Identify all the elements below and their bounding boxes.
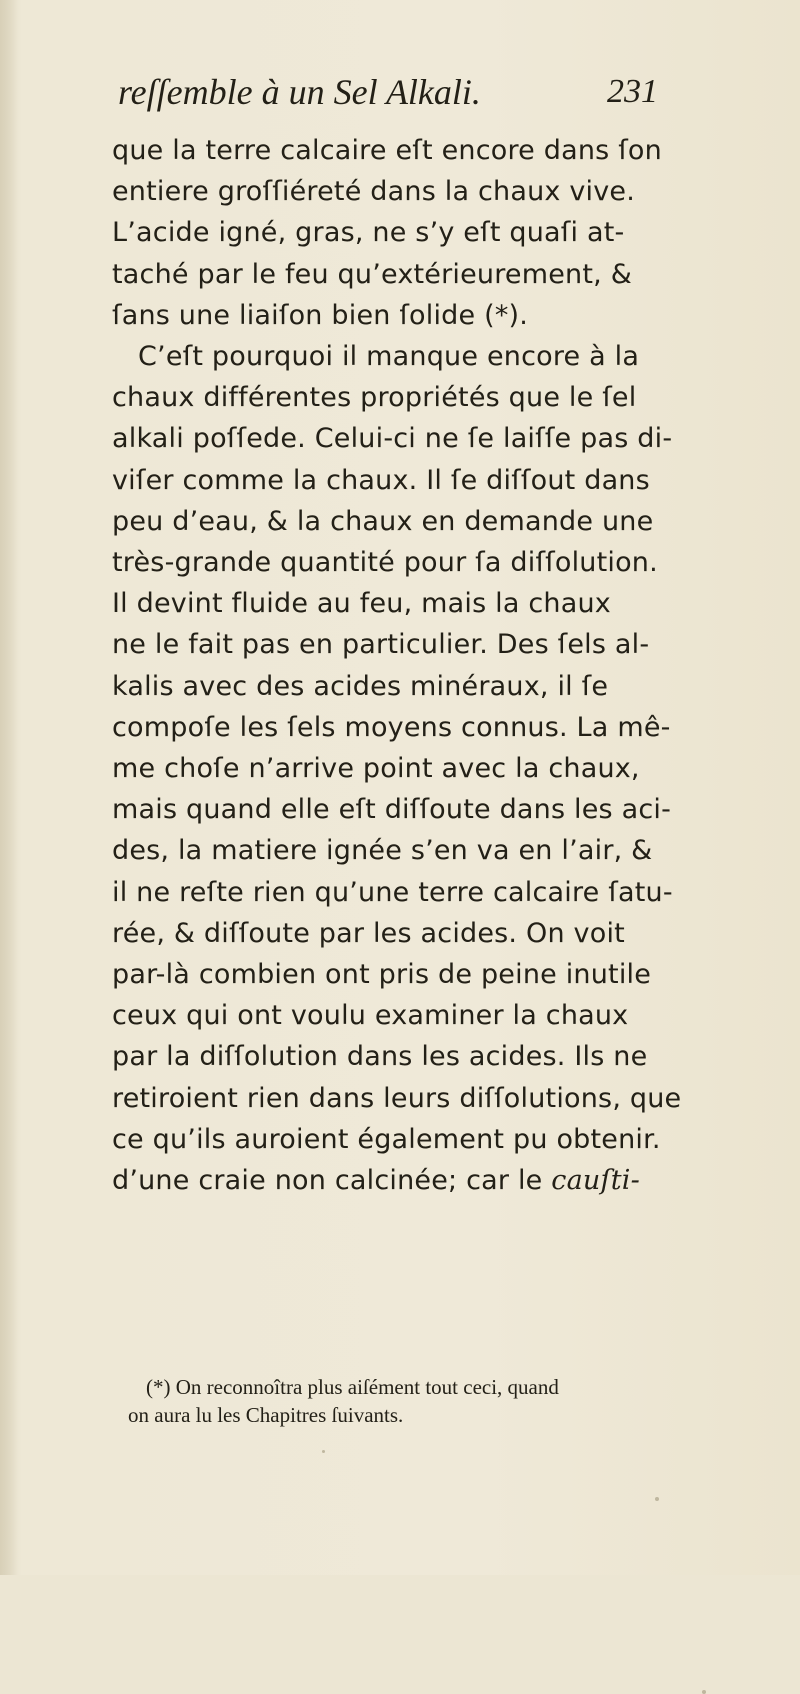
page-header xyxy=(118,70,658,114)
text-line: ſans une liaiſon bien ſolide (*). xyxy=(112,299,529,331)
text-line: viſer comme la chaux. Il ſe diſſout dans xyxy=(112,464,650,496)
text-line: ceux qui ont voulu examiner la chaux xyxy=(112,1000,629,1032)
paper-speck xyxy=(702,1690,706,1694)
text-line: C’eſt pourquoi il manque encore à la xyxy=(138,341,640,373)
text-line: que la terre calcaire eſt encore dans ſon xyxy=(112,135,662,166)
text-line: Il devint fluide au feu, mais la chaux xyxy=(112,588,611,620)
text-line: rée, & diſſoute par les acides. On voit xyxy=(112,917,625,949)
text-line: kalis avec des acides minéraux, il ſe xyxy=(112,670,609,702)
text-line: me choſe n’arrive point avec la chaux, xyxy=(112,753,640,785)
page-gutter-shadow xyxy=(0,0,18,1575)
text-line: des, la matiere ignée s’en va en l’air, & xyxy=(112,835,653,867)
text-line: peu d’eau, & la chaux en demande une xyxy=(112,505,654,537)
text-line: compoſe les ſels moyens connus. La mê- xyxy=(112,711,671,743)
text-line: par la diſſolution dans les acides. Ils ne xyxy=(112,1041,648,1073)
running-title: reſſemble à un Sel Alkali. xyxy=(118,72,481,112)
body-text xyxy=(112,130,742,1201)
text-line-last xyxy=(112,1160,742,1201)
text-line: retiroient rien dans leurs diſſolutions, que xyxy=(112,1082,682,1114)
text-line: alkali poſſede. Celui-ci ne ſe laiſſe pas di- xyxy=(112,423,673,455)
text-line: ne le fait pas en particulier. Des ſels al- xyxy=(112,629,650,661)
paper-speck xyxy=(655,1497,659,1501)
text-line: mais quand elle eſt diſſoute dans les aci- xyxy=(112,794,672,826)
text-line-last-italic: cauſti- xyxy=(551,1165,640,1197)
footnote-line: on aura lu les Chapitres ſuivants. xyxy=(128,1403,404,1427)
text-line: il ne reſte rien qu’une terre calcaire ſatu- xyxy=(112,876,673,908)
text-line-last-roman: d’une craie non calcinée; car le xyxy=(112,1165,543,1197)
footnote xyxy=(128,1373,748,1429)
text-line: entiere groſſiéreté dans la chaux vive. xyxy=(112,176,636,208)
text-line: L’acide igné, gras, ne s’y eſt quaſi at- xyxy=(112,217,625,249)
text-line: chaux différentes propriétés que le ſel xyxy=(112,382,637,414)
text-line: par-là combien ont pris de peine inutile xyxy=(112,959,652,991)
text-line: ce qu’ils auroient également pu obtenir. xyxy=(112,1123,661,1155)
page-number: 231 xyxy=(607,73,658,110)
text-line: taché par le feu qu’extérieurement, & xyxy=(112,258,632,290)
footnote-line: (*) On reconnoîtra plus aiſément tout ceci, quand xyxy=(146,1375,559,1399)
paper-speck xyxy=(322,1450,325,1453)
text-line: très-grande quantité pour ſa diſſolution. xyxy=(112,547,658,579)
